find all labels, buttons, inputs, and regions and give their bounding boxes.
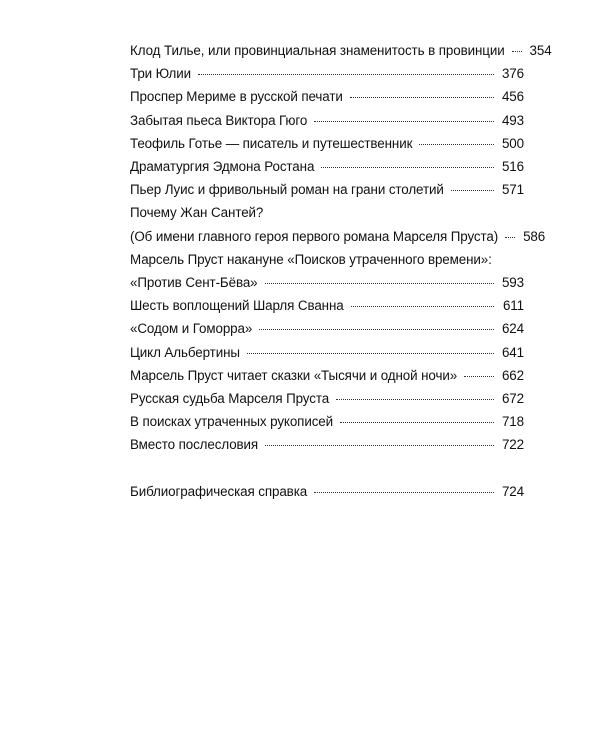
toc-entry-page: 662: [501, 367, 524, 383]
toc-entry-page: 586: [523, 228, 546, 244]
section-gap: [130, 457, 524, 480]
toc-entry-title: Драматургия Эдмона Ростана: [130, 159, 315, 175]
toc-entry-page: 611: [502, 298, 524, 314]
toc-entry-title: «Против Сент-Бёва»: [130, 275, 258, 291]
toc-entry-title: Марсель Пруст читает сказки «Тысячи и одной ночи»: [130, 367, 458, 383]
toc-entry: [130, 39, 552, 62]
dot-leader: [336, 398, 494, 400]
toc-entry-page: 456: [501, 89, 524, 105]
toc-entry: [130, 433, 524, 456]
dot-leader: [419, 143, 494, 145]
toc-entry: [130, 294, 524, 317]
toc-entry-title: Вместо послесловия: [130, 437, 259, 453]
toc-entry-page: 722: [501, 437, 524, 453]
dot-leader: [351, 305, 494, 307]
toc-entry: [130, 410, 524, 433]
toc-entry: [130, 364, 524, 387]
toc-entry-title: Русская судьба Марселя Пруста: [130, 391, 330, 407]
toc-entry-page: 493: [501, 112, 524, 128]
toc-entry: [130, 132, 524, 155]
dot-leader: [505, 236, 515, 238]
toc-entry-title: Забытая пьеса Виктора Гюго: [130, 112, 308, 128]
dot-leader: [265, 444, 494, 446]
dot-leader: [512, 50, 522, 52]
toc-entry-title: «Содом и Гоморра»: [130, 321, 253, 337]
toc-entry-title: Библиографическая справка: [130, 483, 308, 499]
toc-entry: [130, 178, 524, 201]
toc-entry: [130, 317, 524, 340]
toc-entry-page: 624: [501, 321, 524, 337]
toc-entry-page: 500: [501, 135, 524, 151]
toc-entry-title: Три Юлии: [130, 66, 191, 82]
toc-entry-title: (Об имени главного героя первого романа Марселя Пруста): [130, 228, 499, 244]
toc-entry-page: 516: [501, 159, 524, 175]
toc-entry-title: Цикл Альбертины: [130, 344, 240, 360]
toc-entry-title: Теофиль Готье — писатель и путешественник: [130, 135, 413, 151]
toc-entry-title: В поисках утраченных рукописей: [130, 414, 334, 430]
toc-entry: [130, 387, 524, 410]
toc-entry-page: 571: [501, 182, 524, 198]
toc-entry-page: 641: [501, 344, 524, 360]
dot-leader: [259, 328, 494, 330]
dot-leader: [321, 166, 494, 168]
toc-entry-page: 593: [501, 275, 524, 291]
dot-leader: [451, 189, 494, 191]
toc-entry: [130, 201, 546, 247]
toc-entry-page: 354: [529, 43, 552, 58]
toc-entry-appendix: [130, 480, 524, 503]
toc-entry-page: 672: [501, 391, 524, 407]
toc-entry: [130, 85, 524, 108]
dot-leader: [265, 282, 494, 284]
toc-entry-title-line1: Почему Жан Сантей?: [130, 205, 264, 221]
toc-entry-page: 718: [501, 414, 524, 430]
dot-leader: [464, 375, 494, 377]
toc-entry-title-line1: Марсель Пруст накануне «Поисков утраченного времени»:: [130, 251, 492, 267]
toc-entry-title: Шесть воплощений Шарля Сванна: [130, 298, 344, 314]
dot-leader: [314, 120, 494, 122]
toc-entry: [130, 341, 524, 364]
dot-leader: [198, 73, 494, 75]
toc-entry: [130, 62, 524, 85]
toc-entry-title: Клод Тилье, или провинциальная знаменитость в провинции: [130, 43, 505, 58]
dot-leader: [247, 352, 494, 354]
toc-entry-title: Пьер Луис и фривольный роман на грани столетий: [130, 182, 444, 198]
dot-leader: [350, 96, 494, 98]
toc-entry-page: 376: [501, 66, 524, 82]
toc-entry: [130, 109, 524, 132]
toc-entry-page: 724: [501, 483, 524, 499]
table-of-contents: [130, 39, 552, 503]
toc-entry: [130, 155, 524, 178]
dot-leader: [314, 491, 494, 493]
toc-entry: [130, 248, 524, 294]
toc-entry-title: Проспер Мериме в русской печати: [130, 89, 343, 105]
dot-leader: [340, 421, 494, 423]
